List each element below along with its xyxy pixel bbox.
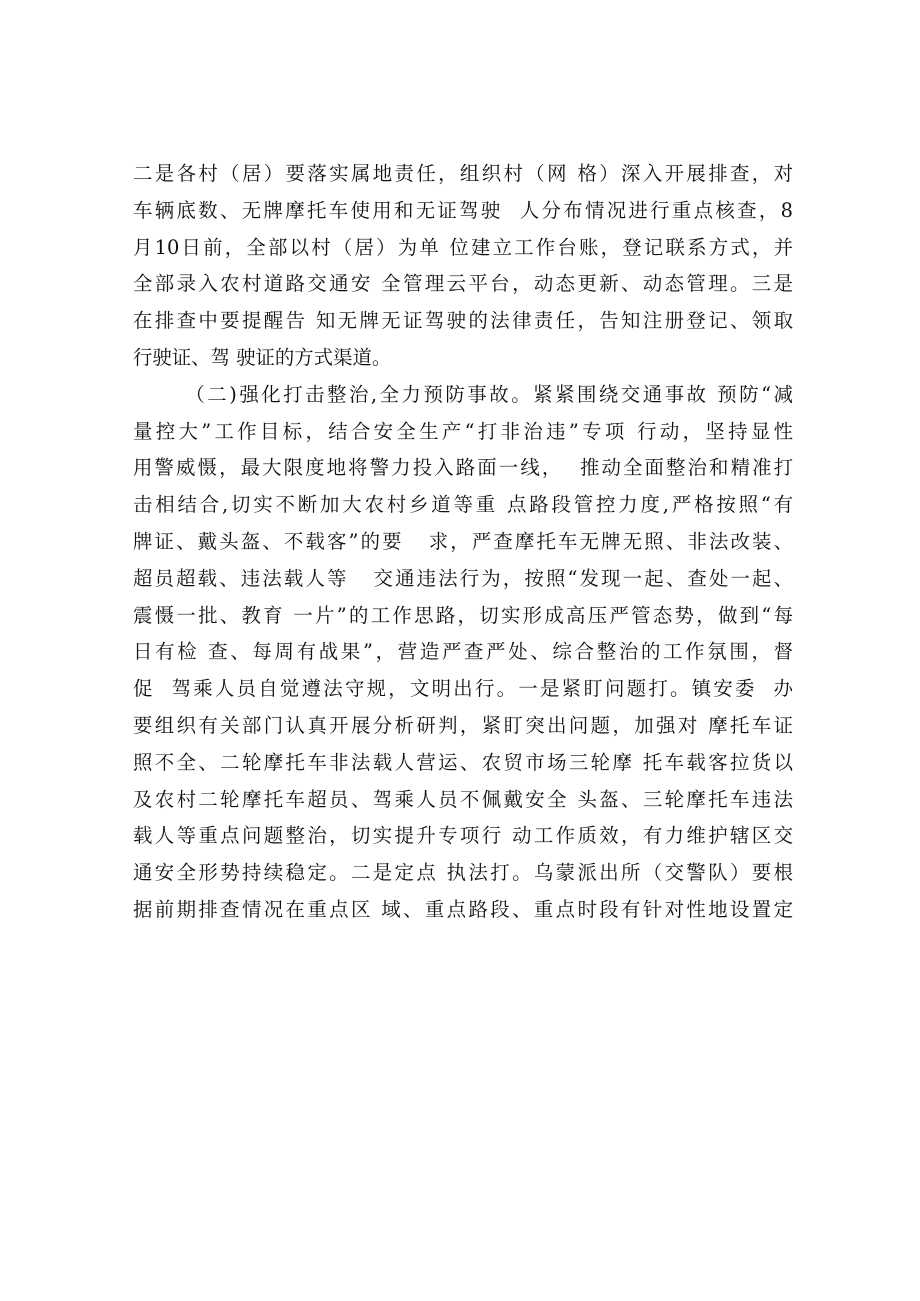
text-line: 全部录入农村道路交通安 全管理云平台，动态更新、动态管理。三是 (133, 272, 793, 296)
text-line: 及农村二轮摩托车超员、驾乘人员不佩戴安全 头盔、三轮摩托车违法 (133, 787, 793, 811)
document-body (133, 156, 793, 929)
text-line: 牌证、戴头盔、不载客”的要 求，严查摩托车无牌无照、非法改装、 (133, 529, 793, 553)
text-line: 用警威慑，最大限度地将警力投入路面一线， 推动全面整治和精准打 (133, 456, 793, 480)
text-line: 日有检 查、每周有战果”，营造严查严处、综合整治的工作氛围，督 (133, 640, 793, 664)
text-line: 超员超载、违法载人等 交通违法行为，按照“发现一起、查处一起、 (133, 566, 793, 590)
text-line: 击相结合,切实不断加大农村乡道等重 点路段管控力度,严格按照“有 (133, 493, 793, 517)
text-line: 行驶证、驾 驶证的方式渠道。 (133, 345, 392, 369)
paragraph-heading-line: （二)强化打击整治,全力预防事故。紧紧围绕交通事故 预防“减 (185, 382, 793, 406)
text-line: 促 驾乘人员自觉遵法守规，文明出行。一是紧盯问题打。镇安委 办 (133, 677, 793, 701)
text-line: 载人等重点问题整治，切实提升专项行 动工作质效，有力维护辖区交 (133, 824, 793, 848)
text-line: 月10日前，全部以村（居）为单 位建立工作台账，登记联系方式，并 (133, 235, 793, 259)
text-line: 照不全、二轮摩托车非法载人营运、农贸市场三轮摩 托车载客拉货以 (133, 750, 793, 774)
text-line: 量控大”工作目标，结合安全生产“打非治违”专项 行动，坚持显性 (133, 419, 793, 443)
text-line: 要组织有关部门认真开展分析研判，紧盯突出问题，加强对 摩托车证 (133, 713, 793, 737)
text-line: 通安全形势持续稳定。二是定点 执法打。乌蒙派出所（交警队）要根 (133, 861, 793, 885)
text-line: 震慑一批、教育 一片”的工作思路，切实形成高压严管态势，做到“每 (133, 603, 793, 627)
text-line: 车辆底数、无牌摩托车使用和无证驾驶 人分布情况进行重点核查，8 (133, 198, 793, 222)
text-line: 据前期排查情况在重点区 域、重点路段、重点时段有针对性地设置定 (133, 897, 793, 921)
text-line: 在排查中要提醒告 知无牌无证驾驶的法律责任，告知注册登记、领取 (133, 309, 793, 333)
text-line: 二是各村（居）要落实属地责任，组织村（网 格）深入开展排查，对 (133, 162, 793, 185)
